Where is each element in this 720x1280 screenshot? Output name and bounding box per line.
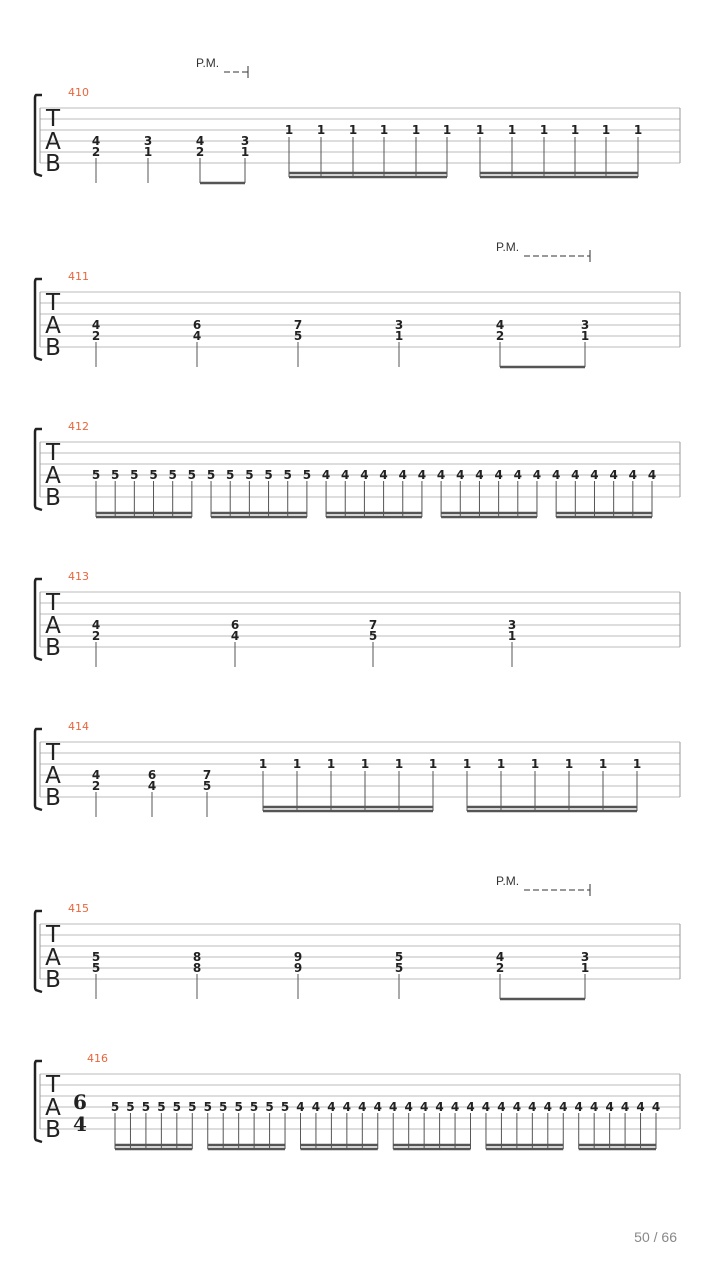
fret-number: 9	[293, 961, 303, 975]
fret-number: 4	[512, 1100, 522, 1114]
fret-number: 5	[234, 1100, 243, 1114]
fret-number: 4	[495, 950, 505, 964]
fret-number: 2	[195, 145, 205, 159]
fret-number: 4	[481, 1100, 491, 1114]
fret-number: 2	[91, 145, 101, 159]
fret-number: 8	[192, 950, 202, 964]
fret-number: 3	[507, 618, 517, 632]
fret-number: 5	[187, 468, 197, 482]
system-bracket	[35, 1061, 42, 1142]
palm-mute-label: P.M.	[496, 874, 520, 888]
fret-number: 4	[296, 1100, 305, 1114]
fret-number: 5	[394, 961, 404, 975]
fret-number: 1	[316, 123, 326, 137]
fret-number: 4	[417, 468, 427, 482]
fret-number: 1	[530, 757, 540, 771]
fret-number: 4	[311, 1100, 321, 1114]
fret-number: 4	[574, 1100, 583, 1114]
fret-number: 5	[149, 468, 158, 482]
tab-clef-letter: B	[45, 967, 61, 993]
fret-number: 5	[264, 468, 273, 482]
fret-number: 4	[651, 1100, 661, 1114]
measure-411	[35, 240, 680, 367]
fret-number: 5	[206, 468, 216, 482]
fret-number: 1	[580, 961, 590, 975]
fret-number: 4	[379, 468, 388, 482]
palm-mute-label: P.M.	[496, 240, 520, 254]
fret-number: 4	[605, 1100, 614, 1114]
fret-number: 4	[192, 329, 202, 343]
fret-number: 5	[91, 961, 101, 975]
fret-number: 4	[628, 468, 638, 482]
fret-number: 5	[110, 1100, 120, 1114]
fret-number: 4	[327, 1100, 336, 1114]
fret-number: 4	[571, 468, 580, 482]
fret-number: 4	[609, 468, 618, 482]
tab-clef-letter: A	[45, 463, 61, 489]
tab-clef-letter: T	[45, 106, 61, 132]
fret-number: 5	[172, 1100, 182, 1114]
fret-number: 5	[265, 1100, 274, 1114]
fret-number: 4	[230, 629, 240, 643]
fret-number: 7	[368, 618, 378, 632]
fret-number: 4	[435, 1100, 444, 1114]
fret-number: 8	[192, 961, 202, 975]
fret-number: 1	[507, 629, 517, 643]
fret-number: 4	[551, 468, 561, 482]
fret-number: 3	[580, 950, 590, 964]
fret-number: 4	[528, 1100, 537, 1114]
tab-clef-letter: T	[45, 922, 61, 948]
system-bracket	[35, 911, 42, 992]
fret-number: 4	[456, 468, 465, 482]
time-signature-denominator: 4	[73, 1112, 87, 1136]
measure-number: 415	[68, 902, 89, 915]
fret-number: 4	[321, 468, 331, 482]
fret-number: 4	[466, 1100, 475, 1114]
fret-number: 4	[532, 468, 542, 482]
fret-number: 4	[436, 468, 446, 482]
measure-410	[35, 56, 680, 183]
tab-clef-letter: B	[45, 485, 61, 511]
tab-clef-letter: A	[45, 129, 61, 155]
fret-number: 5	[219, 1100, 228, 1114]
tab-clef-letter: B	[45, 335, 61, 361]
fret-number: 5	[91, 468, 101, 482]
fret-number: 4	[450, 1100, 460, 1114]
fret-number: 4	[91, 134, 101, 148]
measure-416	[35, 1052, 680, 1149]
fret-number: 4	[91, 318, 101, 332]
time-signature-numerator: 6	[73, 1090, 87, 1114]
measure-414	[35, 720, 680, 817]
fret-number: 5	[302, 468, 312, 482]
fret-number: 3	[143, 134, 153, 148]
fret-number: 4	[647, 468, 657, 482]
page-number: 50 / 66	[634, 1229, 677, 1245]
fret-number: 4	[513, 468, 522, 482]
fret-number: 6	[147, 768, 157, 782]
measure-number: 411	[68, 270, 89, 283]
fret-number: 5	[91, 950, 101, 964]
fret-number: 5	[168, 468, 177, 482]
fret-number: 4	[495, 318, 505, 332]
fret-number: 4	[195, 134, 205, 148]
fret-number: 4	[589, 1100, 599, 1114]
fret-number: 3	[580, 318, 590, 332]
fret-number: 4	[398, 468, 407, 482]
fret-number: 4	[419, 1100, 429, 1114]
fret-number: 5	[283, 468, 292, 482]
fret-number: 6	[192, 318, 202, 332]
fret-number: 4	[636, 1100, 645, 1114]
fret-number: 5	[202, 779, 212, 793]
fret-number: 1	[143, 145, 153, 159]
fret-number: 1	[240, 145, 250, 159]
fret-number: 5	[293, 329, 303, 343]
fret-number: 5	[368, 629, 378, 643]
fret-number: 5	[126, 1100, 135, 1114]
tab-clef-letter: T	[45, 1072, 61, 1098]
tab-clef-letter: A	[45, 945, 61, 971]
fret-number: 4	[543, 1100, 552, 1114]
fret-number: 5	[203, 1100, 212, 1114]
fret-number: 1	[580, 329, 590, 343]
fret-number: 4	[559, 1100, 568, 1114]
fret-number: 2	[91, 629, 101, 643]
fret-number: 4	[91, 768, 101, 782]
fret-number: 4	[404, 1100, 413, 1114]
fret-number: 1	[428, 757, 438, 771]
measure-413	[35, 570, 680, 667]
fret-number: 1	[570, 123, 580, 137]
fret-number: 4	[497, 1100, 506, 1114]
measure-number: 412	[68, 420, 89, 433]
fret-number: 6	[230, 618, 240, 632]
measure-number: 414	[68, 720, 89, 733]
fret-number: 9	[293, 950, 303, 964]
fret-number: 1	[475, 123, 485, 137]
tab-clef-letter: B	[45, 785, 61, 811]
fret-number: 5	[157, 1100, 166, 1114]
tab-clef-letter: B	[45, 151, 61, 177]
fret-number: 1	[507, 123, 517, 137]
fret-number: 2	[495, 329, 505, 343]
fret-number: 1	[348, 123, 358, 137]
fret-number: 1	[496, 757, 506, 771]
palm-mute-label: P.M.	[196, 56, 220, 70]
fret-number: 4	[494, 468, 503, 482]
tab-clef-letter: A	[45, 1095, 61, 1121]
system-bracket	[35, 279, 42, 360]
fret-number: 1	[442, 123, 452, 137]
fret-number: 7	[293, 318, 303, 332]
tab-clef-letter: T	[45, 290, 61, 316]
fret-number: 4	[620, 1100, 630, 1114]
fret-number: 1	[411, 123, 421, 137]
fret-number: 4	[342, 1100, 352, 1114]
fret-number: 1	[633, 123, 643, 137]
fret-number: 5	[130, 468, 139, 482]
measure-number: 413	[68, 570, 89, 583]
fret-number: 5	[226, 468, 235, 482]
measure-415	[35, 874, 680, 999]
fret-number: 5	[245, 468, 254, 482]
fret-number: 1	[379, 123, 389, 137]
fret-number: 4	[360, 468, 369, 482]
tab-clef-letter: B	[45, 635, 61, 661]
measure-number: 416	[87, 1052, 108, 1065]
fret-number: 3	[240, 134, 250, 148]
tab-clef-letter: T	[45, 590, 61, 616]
tab-clef-letter: T	[45, 740, 61, 766]
fret-number: 1	[564, 757, 574, 771]
fret-number: 5	[394, 950, 404, 964]
fret-number: 1	[360, 757, 370, 771]
measure-412	[35, 420, 680, 517]
fret-number: 1	[258, 757, 268, 771]
system-bracket	[35, 95, 42, 176]
fret-number: 5	[249, 1100, 259, 1114]
fret-number: 1	[394, 757, 404, 771]
fret-number: 5	[141, 1100, 151, 1114]
fret-number: 4	[358, 1100, 367, 1114]
system-bracket	[35, 729, 42, 810]
fret-number: 1	[394, 329, 404, 343]
tab-clef-letter: T	[45, 440, 61, 466]
fret-number: 2	[91, 329, 101, 343]
tab-clef-letter: B	[45, 1117, 61, 1143]
fret-number: 5	[280, 1100, 290, 1114]
fret-number: 2	[91, 779, 101, 793]
system-bracket	[35, 429, 42, 510]
fret-number: 2	[495, 961, 505, 975]
fret-number: 7	[202, 768, 212, 782]
fret-number: 1	[462, 757, 472, 771]
fret-number: 1	[632, 757, 642, 771]
measure-number: 410	[68, 86, 89, 99]
fret-number: 4	[389, 1100, 398, 1114]
fret-number: 4	[475, 468, 484, 482]
tab-clef-letter: A	[45, 763, 61, 789]
fret-number: 5	[110, 468, 120, 482]
fret-number: 1	[284, 123, 294, 137]
fret-number: 4	[590, 468, 599, 482]
fret-number: 4	[147, 779, 157, 793]
fret-number: 1	[326, 757, 336, 771]
tab-clef-letter: A	[45, 613, 61, 639]
fret-number: 4	[91, 618, 101, 632]
fret-number: 1	[598, 757, 608, 771]
fret-number: 1	[539, 123, 549, 137]
fret-number: 4	[373, 1100, 382, 1114]
tab-clef-letter: A	[45, 313, 61, 339]
fret-number: 4	[341, 468, 350, 482]
fret-number: 1	[292, 757, 302, 771]
fret-number: 1	[601, 123, 611, 137]
system-bracket	[35, 579, 42, 660]
fret-number: 3	[394, 318, 404, 332]
fret-number: 5	[188, 1100, 197, 1114]
